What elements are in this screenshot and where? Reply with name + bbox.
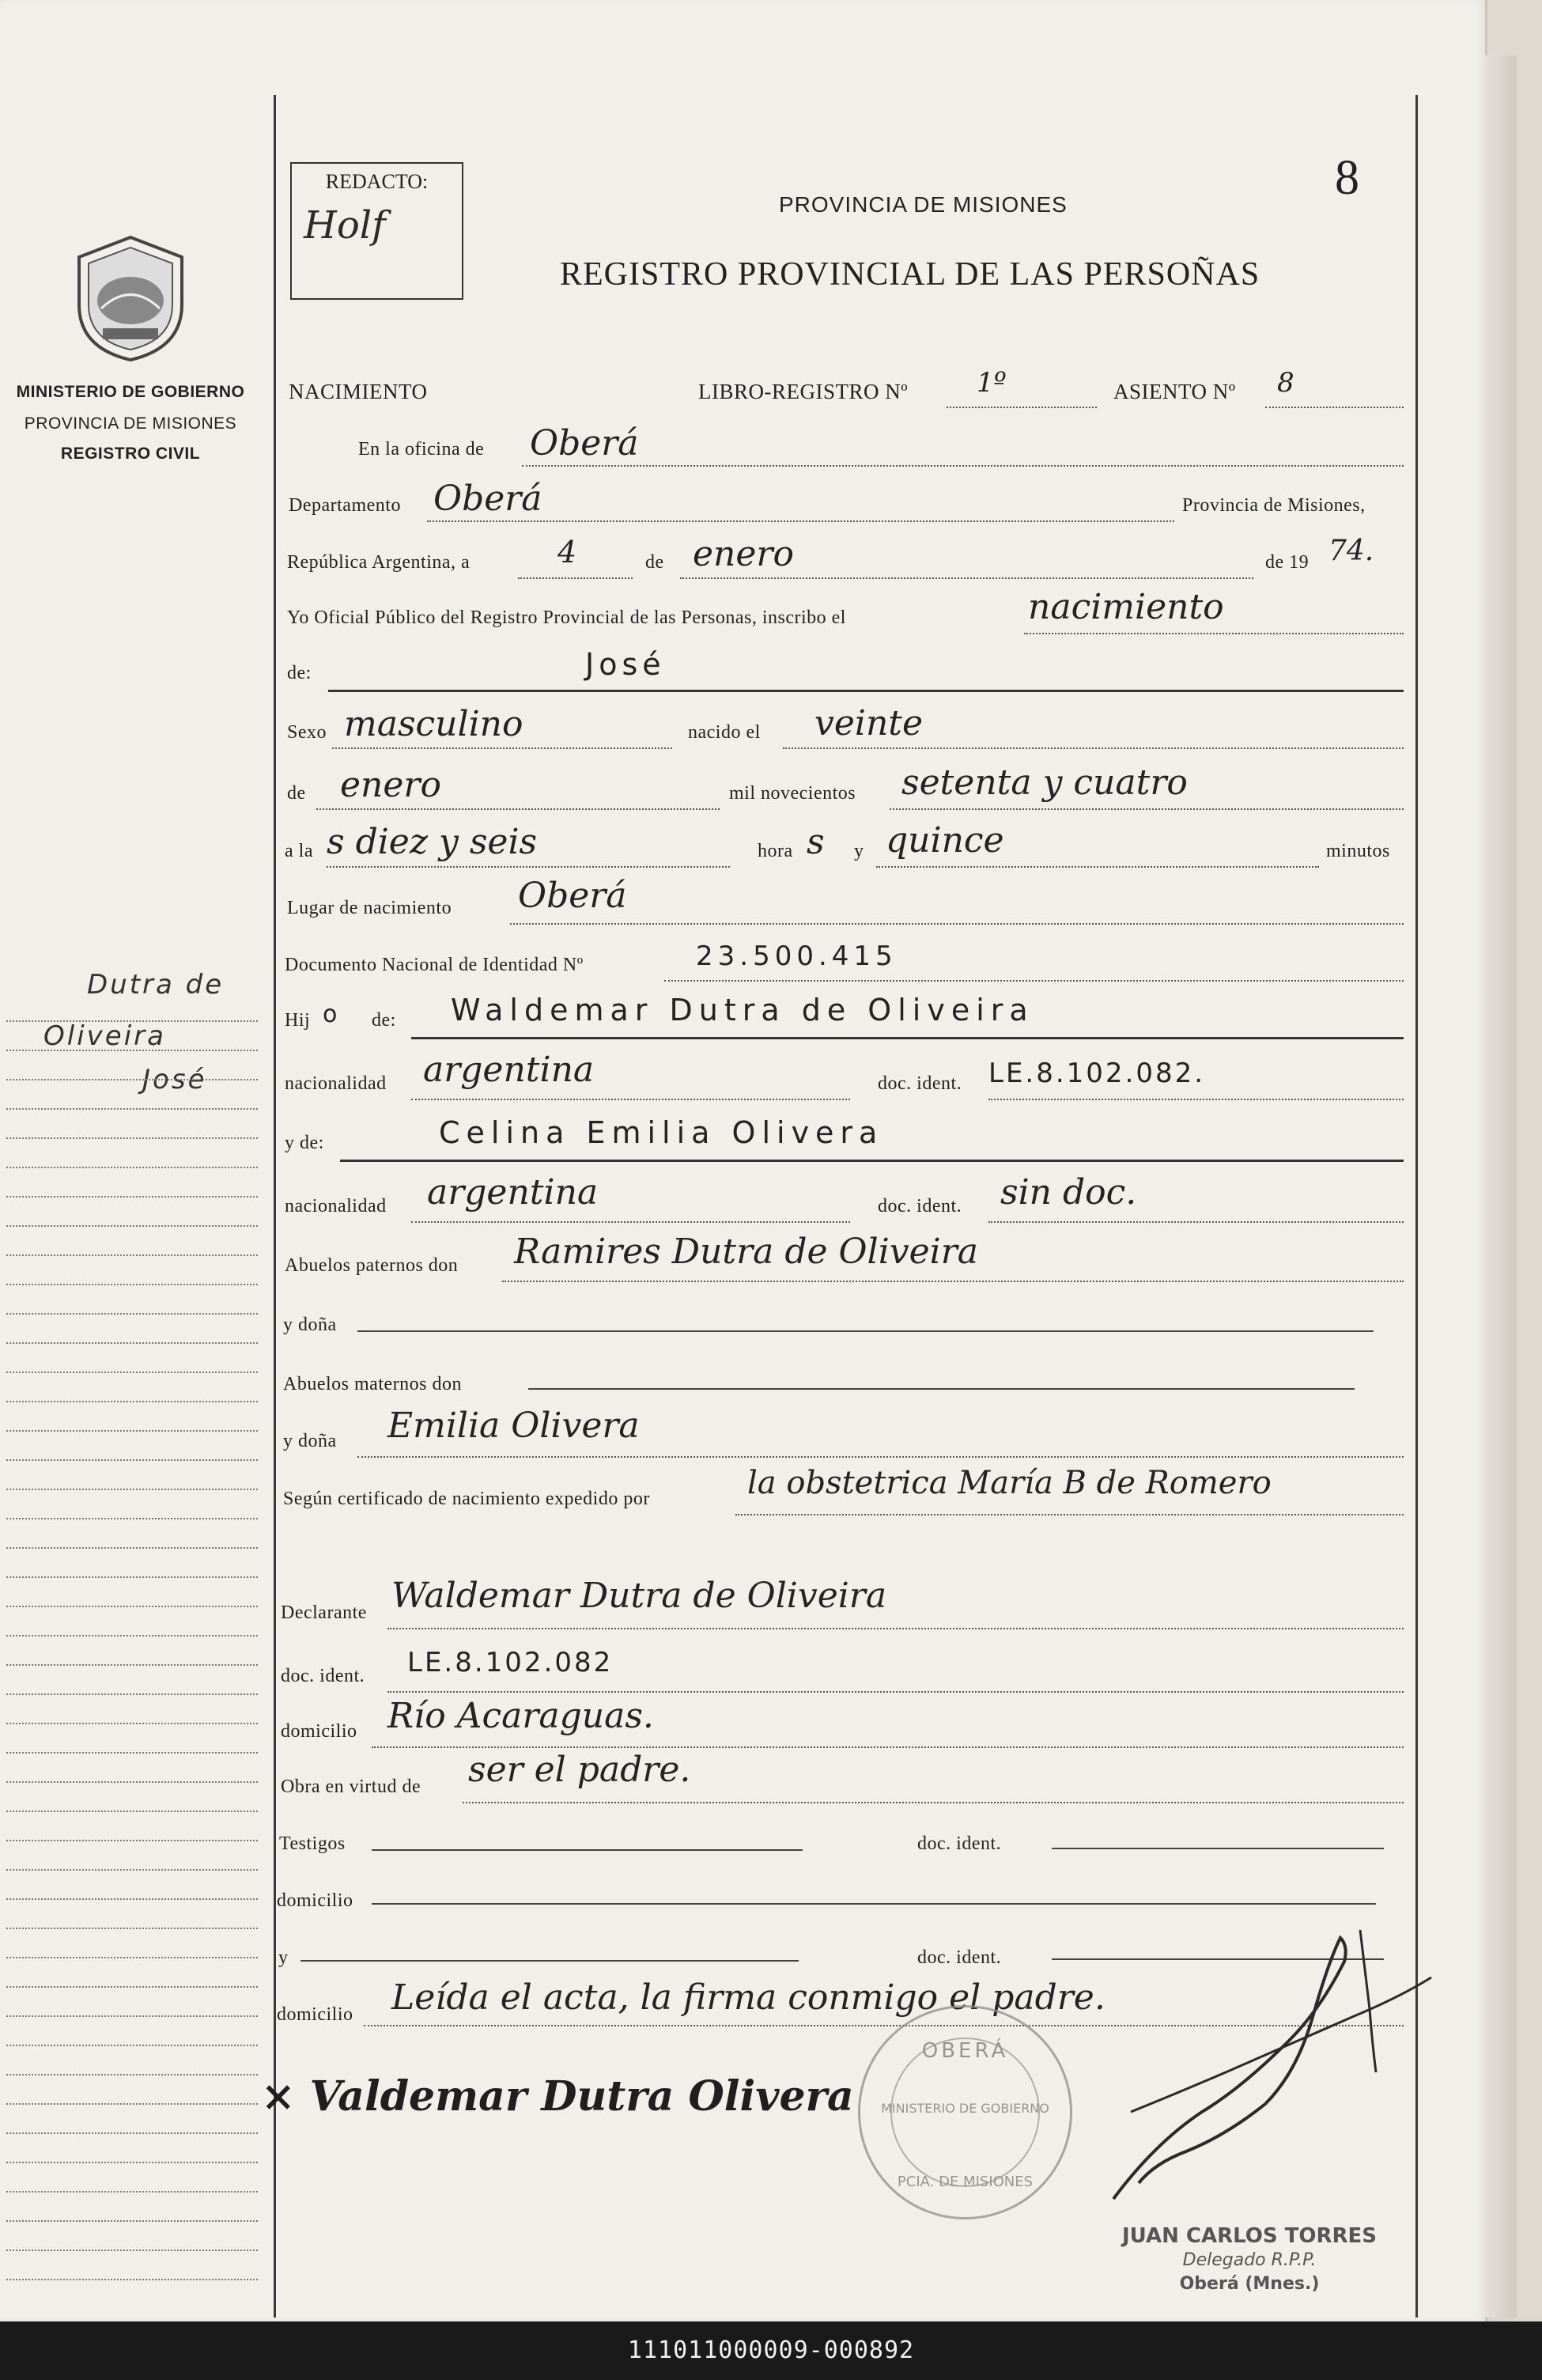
row-departamento (0, 479, 1485, 530)
obra-line (463, 1802, 1404, 1803)
margin-ruled-line (6, 1050, 258, 1051)
margin-ruled-line (6, 1518, 258, 1519)
ydona1-line (357, 1330, 1374, 1332)
provincial-emblem-icon (71, 233, 190, 364)
row-domicilio-1 (0, 1696, 1485, 1748)
margin-ruled-line (6, 1635, 258, 1636)
docident1-label: doc. ident. (878, 1073, 962, 1094)
margin-ruled-line (6, 1928, 258, 1929)
margin-ruled-line (6, 2045, 258, 2046)
docident3-value: LE.8.102.082 (407, 1647, 614, 1678)
redacto-label: REDACTO: (325, 170, 429, 193)
day-line (518, 577, 633, 579)
margin-ruled-line (6, 1869, 258, 1871)
margin-ruled-line (6, 1108, 258, 1110)
declarante-value: Waldemar Dutra de Oliveira (391, 1576, 887, 1616)
row-nacionalidad-1 (0, 1050, 1485, 1103)
hijo-de-label: de: (372, 1010, 396, 1031)
birth-month-value: enero (340, 765, 441, 805)
nac1-value: argentina (423, 1050, 595, 1090)
seal-middle-text: MINISTERIO DE GOBIERNO (881, 2101, 1049, 2116)
declarante-label: Declarante (281, 1602, 367, 1623)
row-sexo (0, 703, 1485, 755)
departamento-label: Departamento (289, 495, 401, 516)
row-libro (0, 367, 1485, 419)
y-label: y (854, 841, 864, 861)
nac1-line (411, 1099, 850, 1100)
nac2-line (411, 1221, 850, 1223)
docident4-label: doc. ident. (917, 1833, 1002, 1854)
nacido-value: veinte (814, 703, 924, 744)
domicilio1-line (372, 1746, 1404, 1748)
libro-label: LIBRO-REGISTRO Nº (698, 380, 909, 403)
min-line (876, 866, 1319, 868)
testigos-line (372, 1849, 803, 1851)
row-testigos (0, 1819, 1485, 1867)
redacto-signature: Holf (304, 203, 386, 248)
sexo-label: Sexo (287, 722, 327, 743)
testigos-label: Testigos (279, 1833, 346, 1854)
yde-label: y de: (285, 1133, 324, 1153)
father-line (411, 1037, 1404, 1039)
margin-ruled-line (6, 2279, 258, 2280)
page-edge (1485, 55, 1517, 2318)
docident1-line (988, 1099, 1404, 1100)
margin-ruled-line (6, 1693, 258, 1695)
official-handwritten-signature (1107, 1914, 1439, 2215)
departamento-line (427, 520, 1174, 522)
birth-month-line (316, 808, 720, 810)
domicilio1-value: Río Acaraguas. (387, 1696, 654, 1736)
registry-heading: REGISTRO PROVINCIAL DE LAS PERSOÑAS (560, 256, 1260, 293)
month-value: enero (693, 534, 794, 574)
republica-label: República Argentina, a (287, 552, 471, 573)
lugar-label: Lugar de nacimiento (287, 898, 452, 918)
domicilio2-label: domicilio (277, 1890, 353, 1911)
domicilio3-label: domicilio (277, 2004, 353, 2025)
nac2-value: argentina (427, 1172, 599, 1213)
nac2-label: nacionalidad (285, 1196, 387, 1216)
mil-label: mil novecientos (729, 783, 856, 804)
docident2-value: sin doc. (1000, 1172, 1137, 1213)
docident3-line (387, 1691, 1404, 1693)
name-value: José (585, 647, 666, 682)
row-mes-anio (0, 762, 1485, 815)
margin-ruled-line (6, 1576, 258, 1578)
margin-note-surname-2: Oliveira (43, 1020, 166, 1052)
min-value: quince (886, 820, 1004, 861)
obra-value: ser el padre. (468, 1750, 691, 1790)
row-lugar (0, 876, 1485, 929)
docident1-value: LE.8.102.082. (988, 1058, 1206, 1089)
libro-line (947, 407, 1097, 408)
official-place: Oberá (Mnes.) (1179, 2274, 1320, 2294)
page-number: 8 (1335, 151, 1359, 205)
mil-value: setenta y cuatro (901, 762, 1188, 803)
row-abuelos-paternos (0, 1232, 1485, 1285)
domicilio3-value: Leída el acta, la firma conmigo el padre. (391, 1977, 1105, 2018)
abuelos-mat-line (528, 1388, 1355, 1390)
oficina-label: En la oficina de (358, 439, 485, 460)
day-value: 4 (557, 535, 577, 569)
margin-ruled-line (6, 1752, 258, 1754)
ydona1-label: y doña (283, 1315, 337, 1335)
provincia-label: Provincia de Misiones, (1182, 495, 1366, 516)
row-hijo (0, 993, 1485, 1040)
row-madre (0, 1115, 1485, 1163)
name-line (328, 690, 1404, 692)
margin-note-given-name: José (142, 1064, 207, 1095)
seal-top-text: OBERÁ (921, 2039, 1009, 2063)
ydona2-label: y doña (283, 1431, 337, 1451)
row-nombre (0, 649, 1485, 696)
province-heading: PROVINCIA DE MISIONES (779, 192, 1068, 217)
mother-value: Celina Emilia Olivera (439, 1115, 884, 1150)
sexo-value: masculino (344, 704, 523, 744)
margin-ruled-line (6, 2132, 258, 2134)
certificado-line (735, 1514, 1404, 1515)
inscribo-label: Yo Oficial Público del Registro Provincial de las Personas, inscribo el (287, 607, 846, 628)
mil-line (890, 808, 1404, 810)
hijo-label: Hij (285, 1010, 311, 1031)
margin-note-surname: Dutra de (87, 969, 225, 1001)
official-name: JUAN CARLOS TORRES (1121, 2224, 1378, 2248)
row-dni (0, 939, 1485, 986)
row-hora (0, 820, 1485, 872)
dni-line (664, 980, 1404, 982)
lugar-value: Oberá (518, 876, 627, 916)
abuela-mat-value: Emilia Olivera (387, 1406, 640, 1446)
abuelos-pat-line (502, 1281, 1404, 1282)
father-value: Waldemar Dutra de Oliveira (451, 993, 1034, 1027)
docident5-label: doc. ident. (917, 1947, 1002, 1968)
sexo-line (332, 747, 672, 749)
hora-value: s diez y seis (327, 822, 538, 862)
certificado-value: la obstetrica María B de Romero (747, 1465, 1272, 1501)
docident2-label: doc. ident. (878, 1196, 962, 1216)
ala-label: a la (285, 841, 313, 861)
hora-line (327, 866, 730, 868)
margin-ruled-line (6, 2249, 258, 2251)
y2-label: y (278, 1947, 289, 1968)
row-abuela-materna (0, 1406, 1485, 1459)
ydona2-line (357, 1456, 1404, 1458)
margin-ruled-line (6, 2162, 258, 2163)
minutos-label: minutos (1326, 841, 1390, 861)
obra-label: Obra en virtud de (281, 1776, 421, 1797)
nacido-line (783, 747, 1404, 749)
nacimiento-label: NACIMIENTO (289, 380, 428, 403)
margin-ruled-line (6, 2074, 258, 2075)
year-label: de 19 (1265, 552, 1310, 573)
margin-ruled-line (6, 1811, 258, 1812)
docident3-label: doc. ident. (281, 1666, 365, 1686)
dni-label: Documento Nacional de Identidad Nº (285, 955, 584, 975)
docident2-line (988, 1221, 1404, 1223)
oficina-value: Oberá (530, 423, 639, 464)
declarant-signature: × Valdemar Dutra Olivera (261, 2072, 854, 2121)
row-declarante (0, 1576, 1485, 1629)
horas-suffix: s (807, 822, 825, 862)
row-abuela-paterna (0, 1297, 1485, 1345)
row-certificado (0, 1465, 1485, 1517)
lugar-line (510, 923, 1404, 925)
certificado-label: Según certificado de nacimiento expedido por (283, 1489, 650, 1509)
abuelos-pat-value: Ramires Dutra de Oliveira (514, 1232, 978, 1272)
margin-ruled-line (6, 2103, 258, 2105)
row-docident-declarante (0, 1645, 1485, 1693)
de-label: de (645, 552, 664, 573)
inscribo-line (1024, 633, 1404, 634)
seal-bottom-text: PCIA. DE MISIONES (897, 2174, 1034, 2190)
domicilio2-line (372, 1903, 1376, 1905)
oficina-line (522, 465, 1404, 467)
margin-ruled-line (6, 2191, 258, 2193)
abuelos-mat-label: Abuelos maternos don (283, 1374, 462, 1394)
docident4-line (1052, 1848, 1384, 1849)
abuelos-pat-label: Abuelos paternos don (285, 1255, 459, 1276)
domicilio1-label: domicilio (281, 1721, 357, 1742)
horas-label: hora (758, 841, 793, 861)
row-obra (0, 1750, 1485, 1803)
libro-value: 1º (977, 367, 1007, 399)
official-seal-stamp (858, 2005, 1072, 2219)
mother-line (340, 1160, 1404, 1162)
margin-ruled-line (6, 1459, 258, 1461)
official-title: Delegado R.P.P. (1182, 2250, 1317, 2270)
margin-ruled-line (6, 1547, 258, 1549)
asiento-line (1265, 407, 1404, 408)
inscribo-value: nacimiento (1028, 587, 1224, 627)
hijo-suffix: o (323, 1001, 339, 1028)
y2-line (300, 1960, 799, 1962)
nacido-label: nacido el (688, 722, 761, 743)
asiento-value: 8 (1277, 367, 1294, 399)
departamento-value: Oberá (433, 479, 542, 519)
declarante-line (387, 1628, 1404, 1629)
row-inscribo (0, 587, 1485, 641)
month-line (680, 577, 1253, 579)
margin-ruled-line (6, 1167, 258, 1168)
row-nacionalidad-2 (0, 1172, 1485, 1226)
dni-value: 23.500.415 (696, 940, 898, 972)
nac1-label: nacionalidad (285, 1073, 387, 1094)
row-fecha (0, 534, 1485, 585)
archive-id-footer: 111011000009-000892 (0, 2321, 1542, 2380)
birth-month-de-label: de (287, 783, 306, 804)
asiento-label: ASIENTO Nº (1113, 380, 1236, 403)
ministry-title: MINISTERIO DE GOBIERNO (16, 383, 245, 401)
year-value: 74. (1328, 535, 1374, 567)
row-abuelos-maternos (0, 1356, 1485, 1404)
redacto-box (290, 162, 463, 300)
ministry-registry: REGISTRO CIVIL (60, 445, 201, 463)
ministry-province: PROVINCIA DE MISIONES (24, 414, 237, 433)
margin-ruled-line (6, 2220, 258, 2222)
name-de-label: de: (287, 663, 312, 683)
